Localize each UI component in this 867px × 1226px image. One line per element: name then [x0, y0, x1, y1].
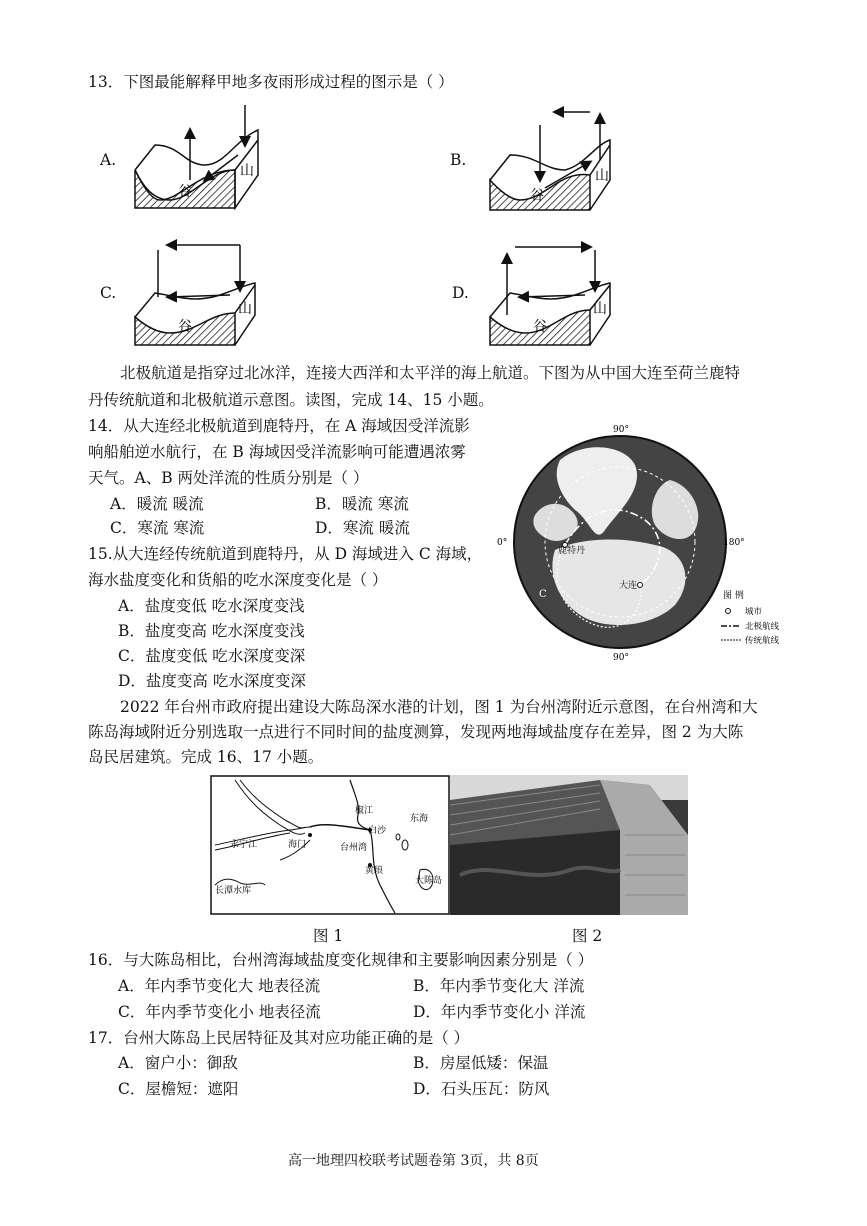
q15-option-a: A．盐度变低 吃水深度变浅: [118, 597, 305, 615]
svg-text:谷: 谷: [530, 188, 544, 204]
q16-option-b: B．年内季节变化大 洋流: [413, 977, 585, 995]
place-haimen: 海门: [288, 840, 307, 850]
q13-diagram-a: [130, 100, 270, 215]
svg-text:谷: 谷: [533, 319, 547, 335]
place-yongningjiang: 永宁江: [230, 840, 258, 850]
svg-text:谷: 谷: [178, 319, 192, 335]
q17-stem: 17．台州大陈岛上民居特征及其对应功能正确的是（ ）: [88, 1029, 470, 1047]
q13-diagram-d: [485, 235, 625, 350]
place-donghai: 东海: [410, 814, 429, 824]
lon-90-bottom: 90°: [613, 653, 629, 663]
place-dachendao: 大陈岛: [415, 876, 443, 886]
q17-option-b: B．房屋低矮：保温: [413, 1054, 549, 1072]
figure1-taizhou-map: [210, 775, 450, 915]
q17-option-d: D．石头压瓦：防风: [413, 1080, 550, 1098]
intro1-line2: 丹传统航道和北极航道示意图。读图，完成 14、15 小题。: [88, 391, 494, 409]
q15-option-c: C．盐度变低 吃水深度变深: [118, 647, 306, 665]
q13-option-a-label: A.: [100, 151, 117, 169]
intro2-line3: 岛民居建筑。完成 16、17 小题。: [88, 748, 324, 766]
figure2-house-photo: [450, 775, 688, 915]
place-baisha: 白沙: [368, 826, 387, 836]
q16-option-c: C．年内季节变化小 地表径流: [118, 1003, 321, 1021]
page-footer: 高一地理四校联考试题卷第 3页，共 8页: [288, 1153, 539, 1169]
q13-stem: 13．下图最能解释甲地多夜雨形成过程的图示是（ ）: [88, 73, 454, 91]
point-c-label: C: [539, 589, 547, 600]
legend-traditional: 传统航线: [745, 636, 780, 646]
place-jiaojiang: 椒江: [355, 806, 374, 816]
intro2-line1: 2022 年台州市政府提出建设大陈岛深水港的计划，图 1 为台州湾附近示意图，在台州湾和大: [120, 698, 758, 716]
place-changtan-reservoir: 长潭水库: [215, 886, 252, 896]
svg-text:山: 山: [595, 168, 609, 184]
polar-route-map: [495, 420, 795, 665]
svg-text:山: 山: [593, 301, 607, 317]
q15-line1: 15.从大连经传统航道到鹿特丹，从 D 海域进入 C 海域，: [88, 545, 483, 563]
rotterdam-label: 鹿特丹: [558, 546, 586, 556]
legend-city-symbol: [726, 609, 731, 614]
q13-option-b-label: B.: [450, 151, 467, 169]
q17-option-a: A．窗户小：御敌: [118, 1054, 238, 1072]
q16-option-d: D．年内季节变化小 洋流: [413, 1003, 586, 1021]
q13-diagram-c: [130, 235, 270, 350]
legend-city: 城市: [745, 607, 763, 617]
q13-diagram-b: [485, 100, 625, 215]
lon-180: 180°: [723, 538, 745, 548]
q15-option-b: B．盐度变高 吃水深度变浅: [118, 622, 305, 640]
intro2-line2: 陈岛海域附近分别选取一点进行不同时间的盐度测算，发现两地海域盐度存在差异，图 2 为大陈: [88, 723, 744, 741]
valley-label: 谷: [178, 184, 192, 200]
q14-option-d: D．寒流 暖流: [315, 519, 410, 537]
svg-text:山: 山: [238, 301, 252, 317]
dalian-marker: [638, 583, 643, 588]
mountain-label: 山: [240, 163, 254, 179]
q13-option-c-label: C.: [100, 284, 117, 302]
intro1-line1: 北极航道是指穿过北冰洋，连接大西洋和太平洋的海上航道。下图为从中国大连至荷兰鹿特: [120, 364, 741, 382]
q16-option-a: A．年内季节变化大 地表径流: [118, 977, 321, 995]
dalian-label: 大连: [619, 581, 638, 591]
q16-stem: 16．与大陈岛相比，台州湾海域盐度变化规律和主要影响因素分别是（ ）: [88, 951, 594, 969]
legend-title: 图 例: [723, 591, 744, 601]
legend-arctic: 北极航线: [745, 622, 780, 632]
q15-line2: 海水盐度变化和货船的吃水深度变化是（ ）: [88, 571, 388, 589]
q14-line2: 响船舶逆水航行，在 B 海域因受洋流影响可能遭遇浓雾: [88, 443, 466, 461]
q13-option-d-label: D.: [452, 284, 469, 302]
q14-line1: 14．从大连经北极航道到鹿特丹，在 A 海域因受洋流影: [88, 417, 470, 435]
lon-90-top: 90°: [613, 425, 629, 435]
place-taizhouwan: 台州湾: [340, 843, 368, 853]
q17-option-c: C．屋檐短：遮阳: [118, 1080, 239, 1098]
q14-option-a: A．暖流 暖流: [110, 495, 204, 513]
place-huanglang: 黄琅: [365, 866, 384, 876]
q14-line3: 天气。A、B 两处洋流的性质分别是（ ）: [88, 469, 369, 487]
q14-option-c: C．寒流 寒流: [110, 519, 205, 537]
q15-option-d: D．盐度变高 吃水深度变深: [118, 672, 306, 690]
q14-option-b: B．暖流 寒流: [315, 495, 409, 513]
lon-0: 0°: [497, 538, 508, 548]
figure2-caption: 图 2: [572, 927, 603, 945]
figure1-caption: 图 1: [313, 927, 344, 945]
